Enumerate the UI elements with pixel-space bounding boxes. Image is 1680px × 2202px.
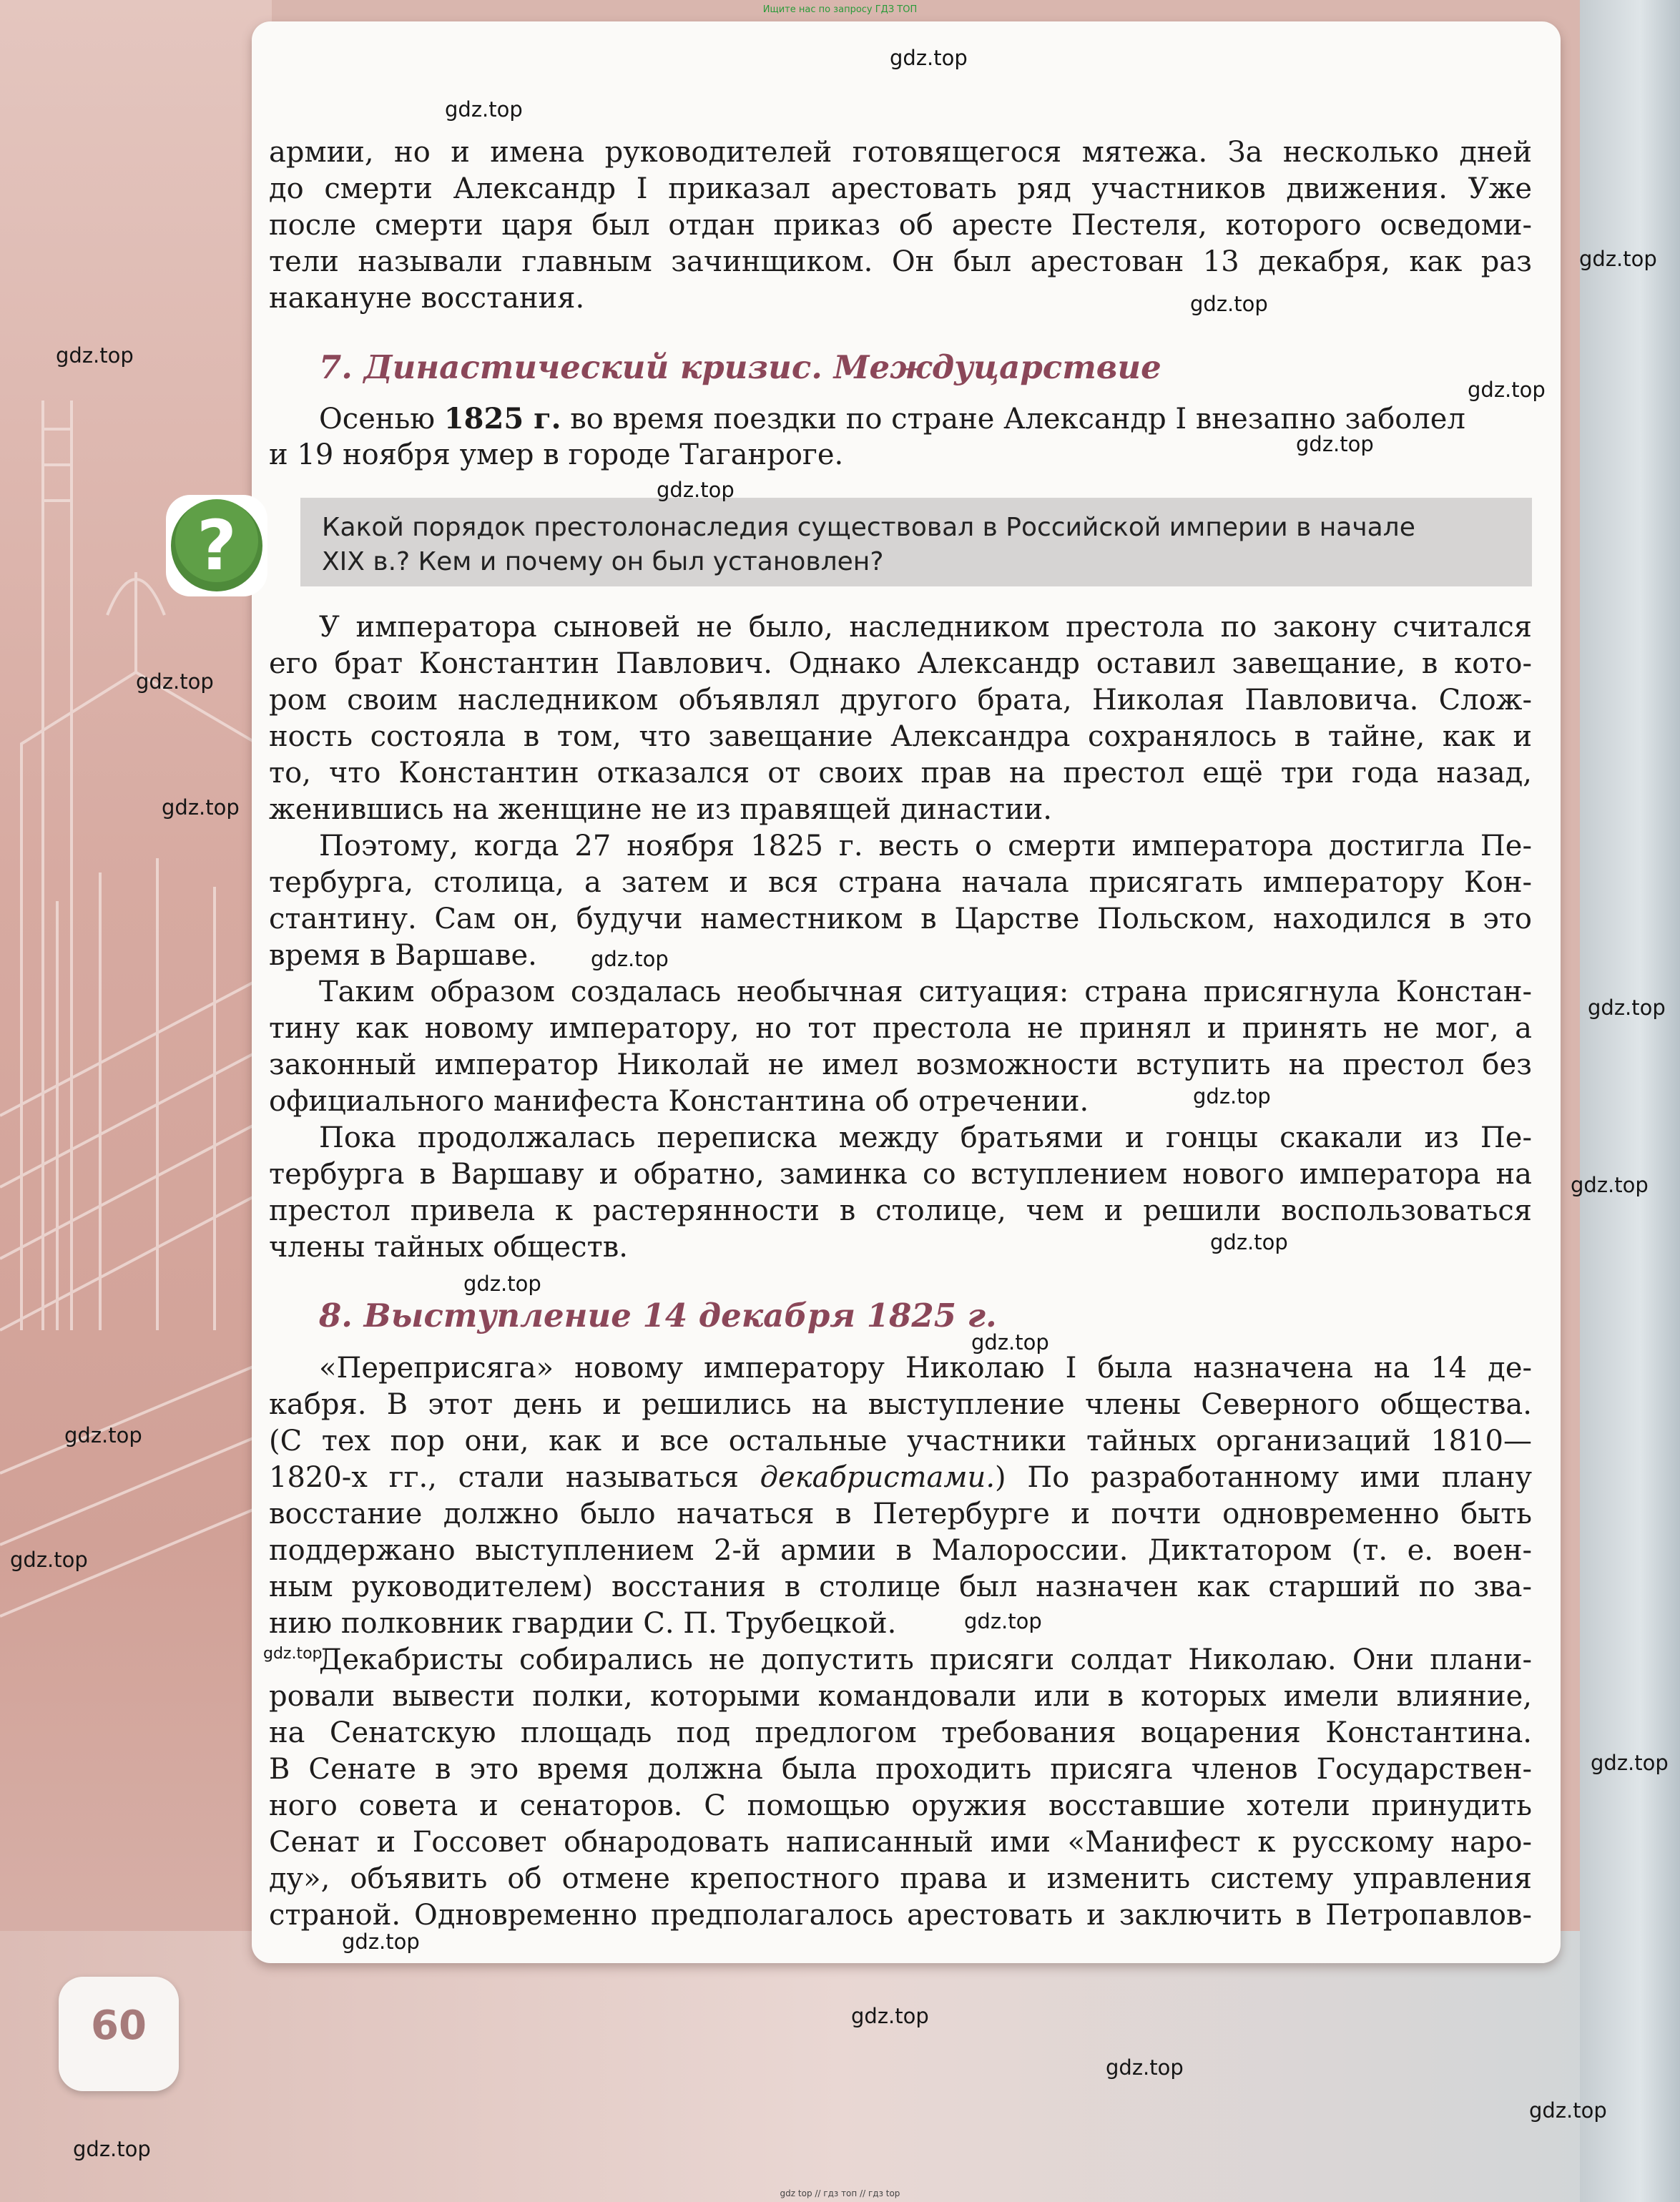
text-line: ность состояла в том, что завещание Александра сохранялось в тайне, как и (269, 720, 1532, 753)
text-line: В Сенате в это время должна была проходить присяга членов Государствен- (269, 1753, 1532, 1786)
text-span: во время поездки по стране Александр I внезапно заболел (561, 403, 1465, 436)
text-span: Осенью (319, 403, 444, 436)
text-line: ром своим наследником объявлял другого брата, Николая Павловича. Слож- (269, 684, 1532, 717)
text-line: на Сенатскую площадь под предлогом требования воцарения Константина. (269, 1716, 1532, 1749)
text-line: члены тайных обществ. (269, 1231, 628, 1264)
text-line: (С тех пор они, как и все остальные участники тайных организаций 1810— (269, 1425, 1532, 1458)
text-line: законный император Николай не имел возможности вступить на престол без (269, 1048, 1532, 1081)
text-line: тели называли главным зачинщиком. Он был арестован 13 декабря, как раз (269, 245, 1532, 278)
text-line: «Переприсяга» новому императору Николаю I была назначена на 14 де- (319, 1352, 1532, 1385)
watermark: gdz.top (1529, 2098, 1607, 2123)
watermark: gdz.top (162, 795, 240, 820)
text-line: накануне восстания. (269, 282, 585, 315)
text-line: ду», объявить об отмене крепостного права и изменить систему управления (269, 1862, 1532, 1895)
watermark: gdz.top (1296, 432, 1374, 456)
watermark: gdz.top (657, 478, 735, 502)
watermark: gdz.top (971, 1330, 1049, 1355)
text-line: стантину. Сам он, будучи наместником в Царстве Польском, находился в это (269, 903, 1532, 935)
text-line: У императора сыновей не было, наследником престола по закону считался (319, 611, 1532, 644)
watermark: gdz.top (890, 46, 968, 70)
text-line (269, 1460, 1532, 1496)
section-heading-7: 7. Династический кризис. Междуцарствие (319, 348, 1161, 386)
watermark: gdz.top (56, 343, 134, 368)
top-note: Ищите нас по запросу ГДЗ ТОП (762, 4, 918, 15)
text-line: страной. Одновременно предполагалось арестовать и заключить в Петропавлов- (269, 1899, 1532, 1932)
watermark: gdz.top (1571, 1173, 1649, 1197)
watermark: gdz.top (1106, 2055, 1184, 2080)
text-line: кабря. В этот день и решились на выступление члены Северного общества. (269, 1388, 1532, 1421)
text-line: восстание должно было начаться в Петербурге и почти одновременно быть (269, 1498, 1532, 1530)
watermark: gdz.top (1588, 996, 1666, 1020)
text-span: ) По разработанному ими плану (995, 1461, 1532, 1494)
text-line: до смерти Александр I приказал арестовать ряд участников движения. Уже (269, 172, 1532, 205)
text-line: Поэтому, когда 27 ноября 1825 г. весть о смерти императора достигла Пе- (319, 830, 1532, 862)
background-bottom (0, 1931, 1680, 2202)
watermark: gdz.top (851, 2004, 929, 2028)
text-line: тину как новому императору, но тот престола не принял и принять не мог, а (269, 1012, 1532, 1045)
watermark: gdz.top (1190, 292, 1268, 316)
text-line: армии, но и имена руководителей готовящегося мятежа. За несколько дней (269, 136, 1532, 169)
text-line: престол привела к растерянности в столице, чем и решили воспользоваться (269, 1194, 1532, 1227)
watermark: gdz.top (445, 97, 523, 122)
text-line: Таким образом создалась необычная ситуация: страна присягнула Констан- (319, 975, 1532, 1008)
text-line: Сенат и Госсовет обнародовать написанный ими «Манифест к русскому наро- (269, 1826, 1532, 1859)
text-line: Декабристы собирались не допустить присяги солдат Николаю. Они плани- (319, 1643, 1532, 1676)
watermark: gdz.top (1468, 378, 1546, 402)
italic-term: декабристами. (760, 1461, 996, 1494)
text-line: ного совета и сенаторов. С помощью оружия восставшие хотели принудить (269, 1789, 1532, 1822)
bold-year: 1825 г. (443, 402, 561, 436)
text-line: женившись на женщине не из правящей династии. (269, 793, 1052, 826)
watermark: gdz.top (73, 2137, 151, 2161)
bottom-note: gdz top // гдз топ // гдз top (780, 2188, 900, 2198)
watermark: gdz.top (1193, 1084, 1271, 1109)
text-line: поддержано выступлением 2-й армии в Малороссии. Диктатором (т. е. воен- (269, 1534, 1532, 1567)
watermark: gdz.top (263, 1645, 323, 1663)
watermark: gdz.top (964, 1609, 1042, 1633)
question-line: Какой порядок престолонаследия существовал в Российской империи в начале (322, 513, 1415, 542)
watermark: gdz.top (591, 947, 669, 971)
background-right-edge (1580, 0, 1680, 2202)
watermark: gdz.top (10, 1548, 88, 1572)
text-line: время в Варшаве. (269, 939, 537, 972)
page-number: 60 (91, 2002, 147, 2049)
text-line: и 19 ноября умер в городе Таганроге. (269, 438, 844, 471)
svg-text:?: ? (197, 506, 237, 586)
text-line: тербурга в Варшаву и обратно, заминка со вступлением нового императора на (269, 1158, 1532, 1191)
text-line: нию полковник гвардии С. П. Трубецкой. (269, 1607, 897, 1640)
watermark: gdz.top (1210, 1230, 1288, 1254)
watermark: gdz.top (136, 669, 214, 694)
watermark: gdz.top (64, 1423, 142, 1447)
watermark: gdz.top (342, 1930, 420, 1954)
question-line: XIX в.? Кем и почему он был установлен? (322, 547, 884, 576)
text-line: Пока продолжалась переписка между братьями и гонцы скакали из Пе- (319, 1121, 1532, 1154)
watermark: gdz.top (1591, 1751, 1669, 1775)
watermark: gdz.top (463, 1272, 541, 1296)
watermark: gdz.top (1579, 247, 1657, 271)
section-heading-8: 8. Выступление 14 декабря 1825 г. (319, 1297, 997, 1335)
text-line: его брат Константин Павлович. Однако Александр оставил завещание, в кото- (269, 647, 1532, 680)
text-line: после смерти царя был отдан приказ об аресте Пестеля, которого осведоми- (269, 209, 1532, 242)
text-span: 1820-х гг., стали называться (269, 1461, 760, 1494)
text-line: ровали вывести полки, которыми командовали или в которых имели влияние, (269, 1680, 1532, 1713)
text-line: официального манифеста Константина об отречении. (269, 1085, 1089, 1118)
text-line: тербурга, столица, а затем и вся страна начала присягать императору Кон- (269, 866, 1532, 899)
text-line: то, что Константин отказался от своих прав на престол ещё три года назад, (269, 757, 1532, 790)
text-line: ным руководителем) восстания в столице был назначен как старший по зва- (269, 1571, 1532, 1603)
question-mark-icon (162, 491, 272, 601)
